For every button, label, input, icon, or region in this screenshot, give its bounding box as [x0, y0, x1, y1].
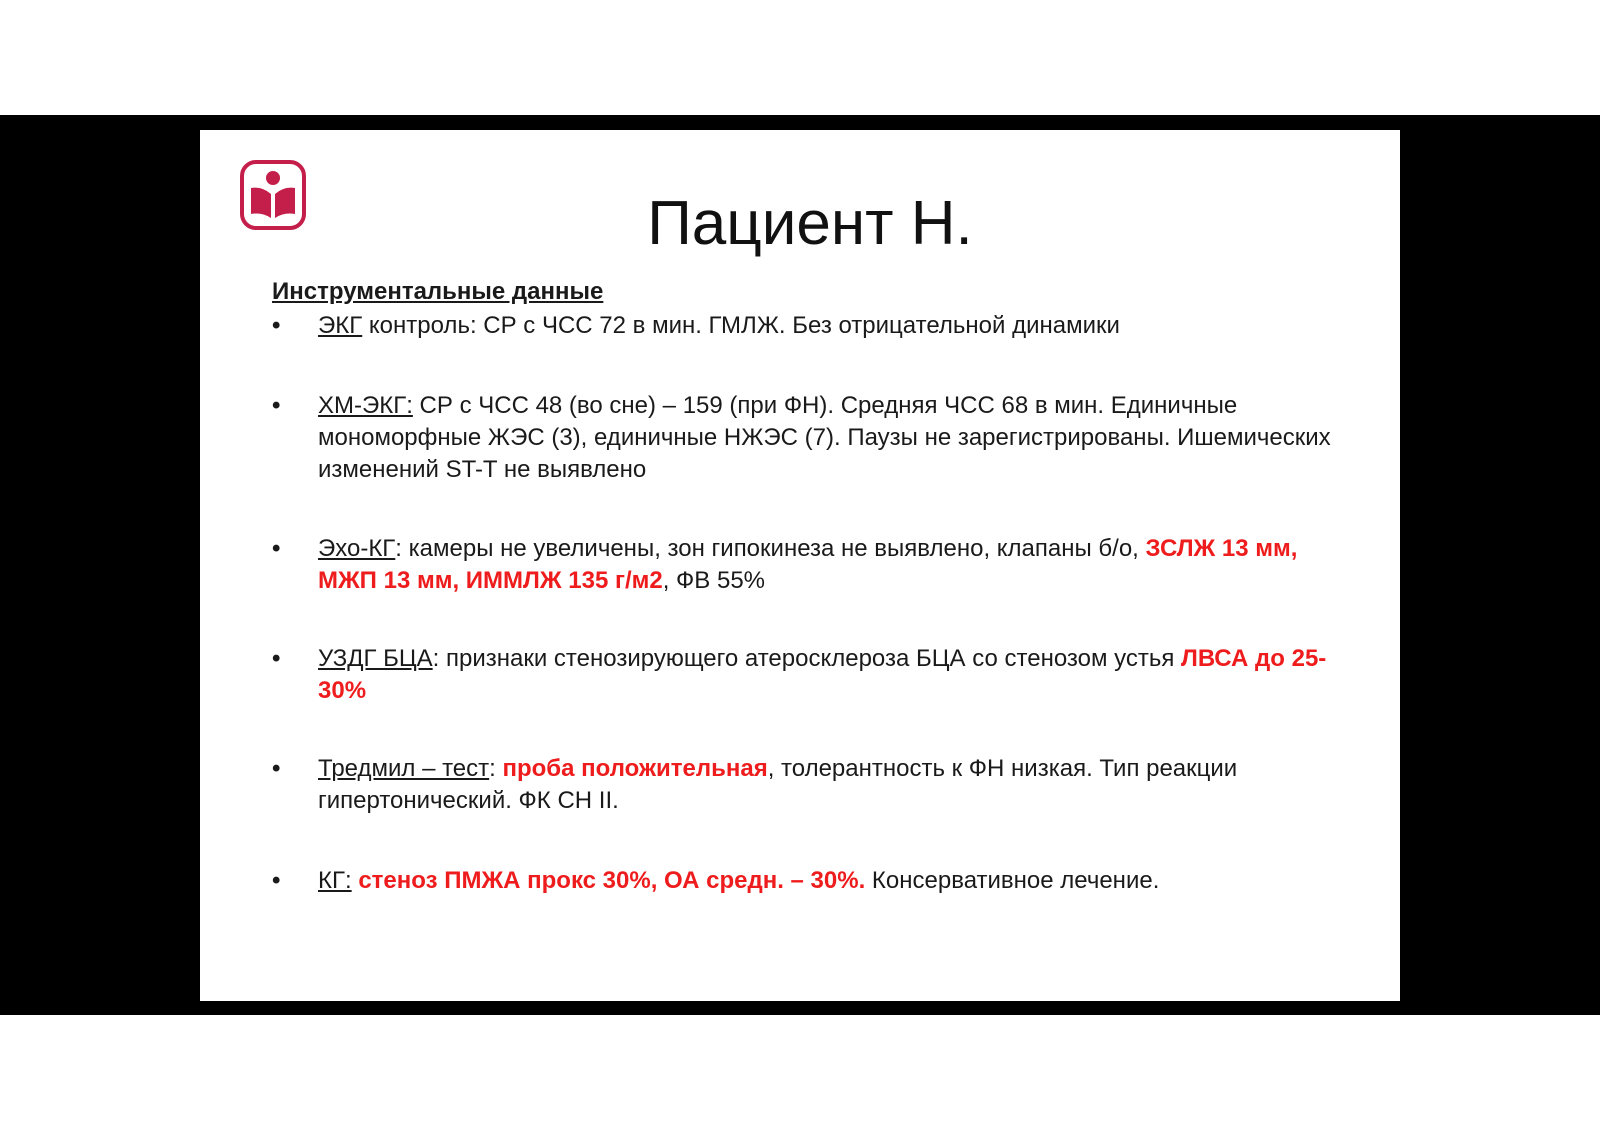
item-highlight: стеноз ПМЖА прокс 30%, ОА средн. – 30%. — [358, 867, 866, 894]
slide — [200, 130, 1400, 1001]
item-text-tail: , ФВ 55% — [662, 567, 766, 594]
bullet-marker: • — [272, 645, 281, 672]
bullet-marker: • — [272, 535, 281, 562]
item-highlight: проба положительная — [502, 755, 768, 782]
item-label: КГ: — [318, 867, 352, 894]
bullet-marker: • — [272, 392, 281, 419]
item-label: ХМ-ЭКГ: — [318, 392, 413, 419]
item-label: ЭКГ — [318, 312, 363, 339]
item-text-tail: Консервативное лечение. — [865, 867, 1160, 894]
item-text-tail: , толерантность к ФН низкая. Тип реакции гипертонический. ФК СН II. — [318, 755, 1238, 814]
item-label: Эхо-КГ — [318, 535, 396, 562]
bullet-marker: • — [272, 755, 281, 782]
item-highlight: ЗСЛЖ 13 мм, МЖП 13 мм, ИММЛЖ 135 г/м2 — [318, 535, 1298, 594]
item-text: СР с ЧСС 48 (во сне) – 159 (при ФН). Средняя ЧСС 68 в мин. Единичные мономорфные ЖЭС (3), единичные НЖЭС (7). Паузы не зарегистрированы. Ишемических изменений ST-T не выявлено — [318, 392, 1331, 483]
item-label: УЗДГ БЦА — [318, 645, 433, 672]
item-highlight: ЛВСА до 25-30% — [318, 645, 1327, 704]
item-text: : признаки стенозирующего атеросклероза БЦА со стенозом устья — [432, 645, 1182, 672]
item-text: : — [489, 755, 503, 782]
section-heading: Инструментальные данные — [272, 278, 604, 305]
slide-title: Пациент Н. — [647, 189, 973, 258]
item-text: контроль: СР с ЧСС 72 в мин. ГМЛЖ. Без отрицательной динамики — [362, 312, 1120, 339]
item-text: : камеры не увеличены, зон гипокинеза не выявлено, клапаны б/о, — [395, 535, 1146, 562]
item-label: Тредмил – тест — [318, 755, 490, 782]
bullet-marker: • — [272, 867, 281, 894]
bullet-marker: • — [272, 312, 281, 339]
